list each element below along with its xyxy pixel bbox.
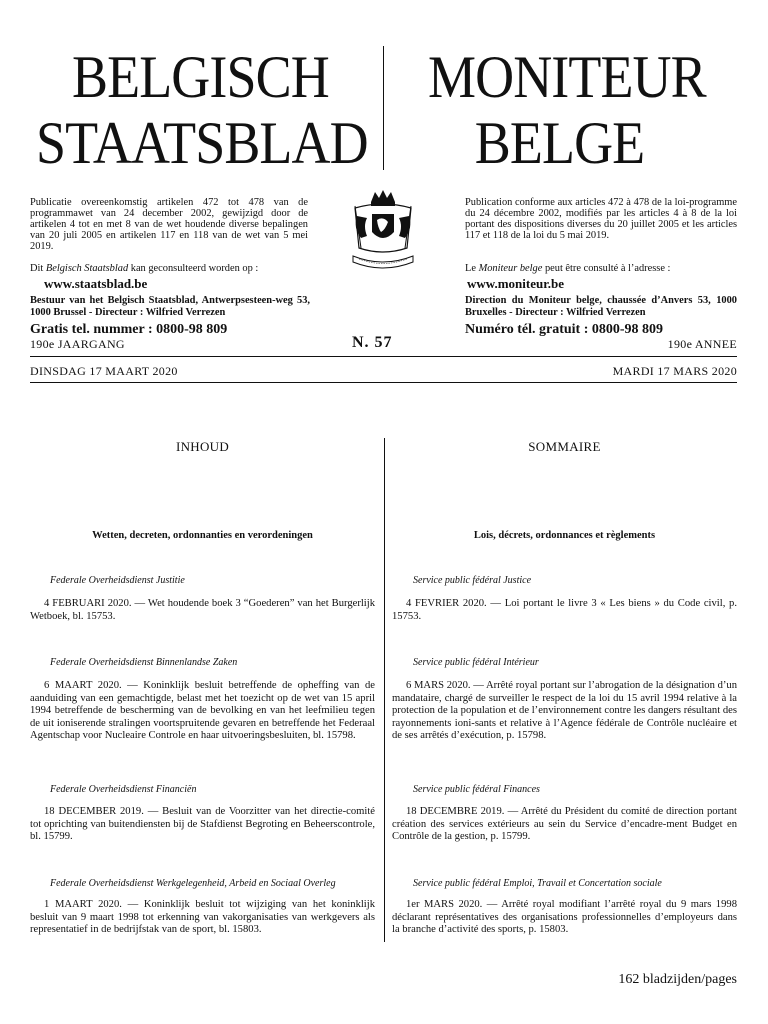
masthead-dutch [36, 44, 368, 176]
nl-consult-note [30, 263, 320, 274]
nl-consult-suffix: kan geconsulteerd worden op : [128, 263, 259, 274]
fr-entry-justice[interactable]: 4 FEVRIER 2020. — Loi portant le livre 3 « Les biens » du Code civil, p. 15753. [392, 598, 737, 622]
fr-service-interior: Service public fédéral Intérieur [413, 657, 539, 668]
nl-service-interior: Federale Overheidsdienst Binnenlandse Zaken [50, 657, 238, 668]
date-rule-bottom [30, 382, 737, 383]
nl-date: DINSDAG 17 MAART 2020 [30, 364, 178, 378]
nl-contents-heading: INHOUD [175, 439, 230, 454]
nl-phone: Gratis tel. nummer : 0800-98 809 [30, 322, 228, 337]
nl-entry-employment[interactable]: 1 MAART 2020. — Koninklijk besluit tot wijziging van het koninklijk besluit van 9 maart 1998 tot erkenning van vakorganisaties van werkgevers als representatief in de bedrijfstak van de sport, bl. 15803. [30, 899, 375, 936]
fr-date: MARDI 17 MARS 2020 [612, 364, 737, 378]
nl-management: Bestuur van het Belgisch Staatsblad, Antwerpsesteen-weg 53, 1000 Brussel - Directeur : Wilfried Verrezen [30, 295, 310, 318]
page-count: 162 bladzijden/pages [618, 972, 737, 987]
nl-service-employment: Federale Overheidsdienst Werkgelegenheid, Arbeid en Sociaal Overleg [50, 878, 336, 889]
nl-entry-finance[interactable]: 18 DECEMBER 2019. — Besluit van de Voorzitter van het directie-comité tot oprichting van buitendiensten bij de Stafdienst Begroting en Beheerscontrole, bl. 15799. [30, 806, 375, 843]
nl-consult-name: Belgisch Staatsblad [45, 263, 129, 274]
belgian-coat-of-arms-icon [345, 186, 421, 276]
masthead-nl-line1: BELGISCH [72, 44, 329, 110]
masthead-fr-line1: MONITEUR [428, 44, 706, 110]
masthead-french [428, 44, 706, 176]
nl-website-link[interactable]: www.staatsblad.be [44, 276, 148, 291]
fr-service-justice: Service public fédéral Justice [413, 575, 532, 586]
nl-service-justice: Federale Overheidsdienst Justitie [50, 575, 185, 586]
fr-website-link[interactable]: www.moniteur.be [467, 276, 565, 291]
nl-section-title: Wetten, decreten, ordonnanties en verordeningen [92, 530, 313, 541]
fr-service-employment: Service public fédéral Emploi, Travail et Concertation sociale [413, 878, 662, 889]
issue-number: N. 57 [352, 334, 393, 351]
nl-year: 190e JAARGANG [30, 337, 125, 351]
fr-section-title: Lois, décrets, ordonnances et règlements [473, 530, 656, 541]
nl-consult-prefix: Dit [30, 263, 46, 274]
fr-phone: Numéro tél. gratuit : 0800-98 809 [465, 322, 664, 337]
fr-consult-suffix: peut être consulté à l’adresse : [542, 263, 671, 274]
fr-consult-note [465, 263, 737, 274]
masthead-nl-line2: STAATSBLAD [36, 110, 368, 176]
masthead-fr-line2: BELGE [474, 110, 645, 176]
fr-entry-employment[interactable]: 1er MARS 2020. — Arrêté royal modifiant l’arrêté royal du 9 mars 1998 déclarant représentatives des organisations professionnelles d’employeurs dans la branche d’activité des sports, p. 15803. [392, 899, 737, 936]
fr-entry-finance[interactable]: 18 DECEMBRE 2019. — Arrêté du Président du comité de direction portant création des services extérieurs au sein du Service d’encadre-ment Budget en Contrôle de la gestion, p. 15799. [392, 806, 737, 843]
fr-service-finance: Service public fédéral Finances [413, 784, 540, 795]
fr-management: Direction du Moniteur belge, chaussée d’Anvers 53, 1000 Bruxelles - Directeur : Wilfried Verrezen [465, 295, 737, 318]
nl-service-finance: Federale Overheidsdienst Financiën [50, 784, 197, 795]
contents-divider [384, 438, 385, 942]
nl-entry-interior[interactable]: 6 MAART 2020. — Koninklijk besluit betreffende de opheffing van de aanduiding van een gemachtigde, belast met het toezicht op de wet van 15 april 1994 betreffende de bescherming van de bevolking en van het leefmilieu tegen de uit ioniserende stralingen voortspruitende gevaren en betreffende het Federaal Agentschap voor Nucleaire Controle en haar uitvoeringsbesluiten, bl. 15798. [30, 680, 375, 742]
fr-publication-note: Publication conforme aux articles 472 à 478 de la loi-programme du 24 décembre 2002, modifiés par les articles 4 à 8 de la loi portant des dispositions diverses du 20 juillet 2005 et les articles 117 et 118 de la loi du 5 mai 2019. [465, 197, 737, 241]
fr-entry-interior[interactable]: 6 MARS 2020. — Arrêté royal portant sur l’abrogation de la désignation d’un mandataire, chargé de surveiller le respect de la loi du 15 avril 1994 relative à la protection de la population et de l’environnement contre les dangers résultant des rayonnements ioni-sants et relative à l’Agence fédérale de Contrôle nucléaire et de ses arrêtés d’exécution, p. 15798. [392, 680, 737, 742]
fr-consult-prefix: Le [465, 263, 479, 274]
nl-publication-note: Publicatie overeenkomstig artikelen 472 tot 478 van de programmawet van 24 december 2002, gewijzigd door de artikelen 4 tot en met 8 van de wet houdende diverse bepalingen van 20 juli 2005 en artikelen 117 en 118 van de wet van 5 mei 2019. [30, 197, 308, 252]
fr-year: 190e ANNEE [667, 337, 737, 351]
fr-contents-heading: SOMMAIRE [528, 439, 601, 454]
nl-entry-justice[interactable]: 4 FEBRUARI 2020. — Wet houdende boek 3 “Goederen” van het Burgerlijk Wetboek, bl. 15753. [30, 598, 375, 622]
fr-consult-name: Moniteur belge [478, 263, 543, 274]
date-rule-top [30, 356, 737, 357]
masthead-divider [383, 46, 384, 170]
